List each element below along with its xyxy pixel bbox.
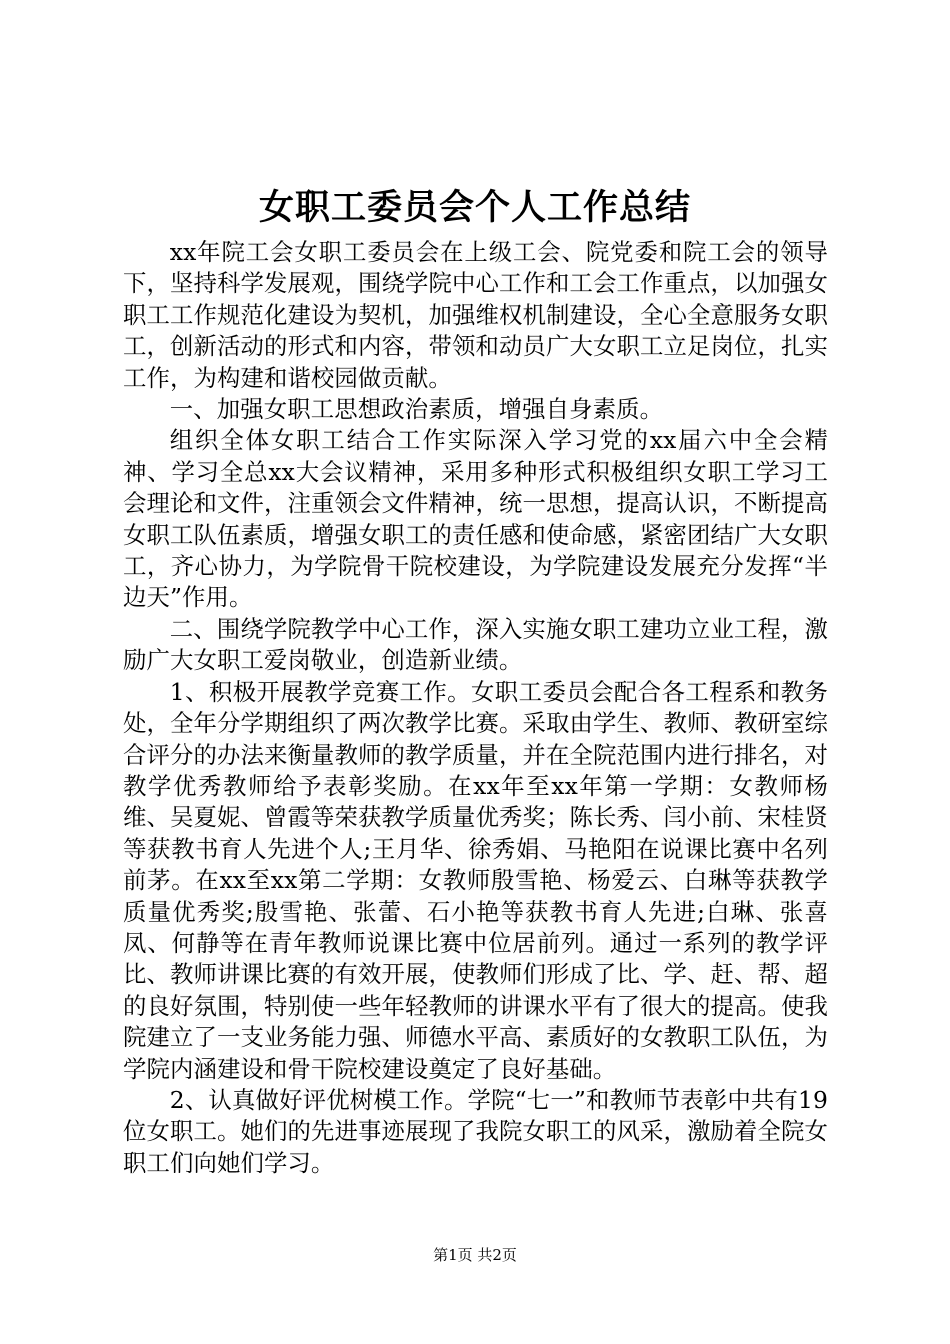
section-heading-2: 二、围绕学院教学中心工作，深入实施女职工建功立业工程，激励广大女职工爱岗敬业，创造新业绩。 <box>123 614 828 675</box>
document-title: 女职工委员会个人工作总结 <box>258 187 691 228</box>
section-heading-1: 一、加强女职工思想政治素质，增强自身素质。 <box>169 395 664 424</box>
paragraph-item-1: 1、积极开展教学竞赛工作。女职工委员会配合各工程系和教务处，全年分学期组织了两次教学比赛。采取由学生、教师、教研室综合评分的办法来衡量教师的教学质量，并在全院范围内进行排名，对教学优秀教师给予表彰奖励。在xx年至xx年第一学期：女教师杨维、吴夏妮、曾霞等荣获教学质量优秀奖；陈长秀、闫小前、宋桂贤等获教书育人先进个人;王月华、徐秀娟、马艳阳在说课比赛中名列前茅。在xx至xx第二学期：女教师殷雪艳、杨爱云、白琳等获教学质量优秀奖;殷雪艳、张蕾、石小艳等获教书育人先进;白琳、张喜凤、何静等在青年教师说课比赛中位居前列。通过一系列的教学评比、教师讲课比赛的有效开展，使教师们形成了比、学、赶、帮、超的良好氛围，特别使一些年轻教师的讲课水平有了很大的提高。使我院建立了一支业务能力强、师德水平高、素质好的女教职工队伍，为学院内涵建设和骨干院校建设奠定了良好基础。 <box>123 677 828 1083</box>
paragraph-section-1: 组织全体女职工结合工作实际深入学习党的xx届六中全会精神、学习全总xx大会议精神，采用多种形式积极组织女职工学习工会理论和文件，注重领会文件精神，统一思想，提高认识，不断提高女职工队伍素质，增强女职工的责任感和使命感，紧密团结广大女职工，齐心协力，为学院骨干院校建设，为学院建设发展充分发挥“半边天”作用。 <box>123 426 828 612</box>
document-body <box>123 237 828 1179</box>
paragraph-intro: xx年院工会女职工委员会在上级工会、院党委和院工会的领导下，坚持科学发展观，围绕学院中心工作和工会工作重点，以加强女职工工作规范化建设为契机，加强维权机制建设，全心全意服务女职工，创新活动的形式和内容，带领和动员广大女职工立足岗位，扎实工作，为构建和谐校园做贡献。 <box>123 238 828 392</box>
page-number: 第1页 共2页 <box>433 1246 517 1264</box>
paragraph-item-2: 2、认真做好评优树模工作。学院“七一”和教师节表彰中共有19位女职工。她们的先进事迹展现了我院女职工的风采，激励着全院女职工们向她们学习。 <box>123 1085 828 1177</box>
